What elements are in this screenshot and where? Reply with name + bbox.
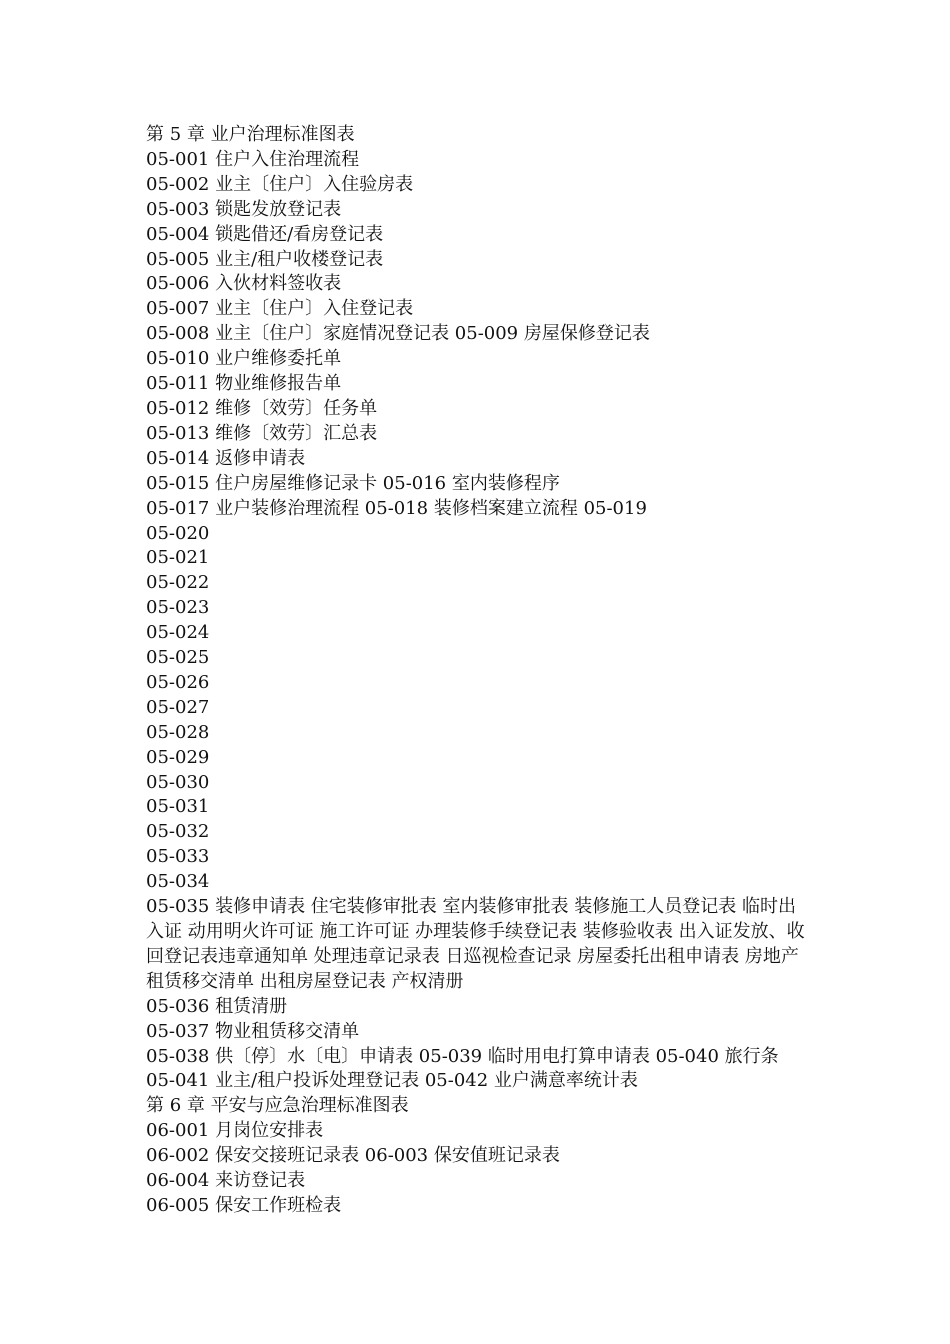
list-item: 05-004 锁匙借还/看房登记表 xyxy=(146,223,384,245)
list-item: 06-005 保安工作班检表 xyxy=(146,1194,342,1216)
list-item: 05-010 业户维修委托单 xyxy=(146,348,342,370)
list-item: 05-024 xyxy=(146,622,210,644)
list-item: 05-007 业主〔住户〕入住登记表 xyxy=(146,298,414,320)
list-item: 05-008 业主〔住户〕家庭情况登记表 05-009 房屋保修登记表 xyxy=(146,323,650,345)
list-item: 05-029 xyxy=(146,746,210,768)
list-item: 05-037 物业租赁移交清单 xyxy=(146,1020,360,1042)
list-item: 06-002 保安交接班记录表 06-003 保安值班记录表 xyxy=(146,1145,560,1167)
list-item: 05-014 返修申请表 xyxy=(146,447,306,469)
list-item: 05-034 xyxy=(146,871,210,893)
list-item: 05-025 xyxy=(146,647,210,669)
list-item: 06-004 来访登记表 xyxy=(146,1170,306,1192)
chapter-5-heading: 第 5 章 业户治理标准图表 xyxy=(146,124,355,145)
list-item: 05-013 维修〔效劳〕汇总表 xyxy=(146,422,378,444)
list-item: 05-028 xyxy=(146,721,210,743)
list-item: 05-038 供〔停〕水〔电〕申请表 05-039 临时用电打算申请表 05-040 旅行条 xyxy=(146,1045,779,1067)
list-item: 05-005 业主/租户收楼登记表 xyxy=(146,248,384,270)
chapter-6-heading: 第 6 章 平安与应急治理标准图表 xyxy=(146,1095,409,1117)
list-item: 05-003 锁匙发放登记表 xyxy=(146,198,342,220)
list-item: 05-033 xyxy=(146,846,210,868)
list-item: 06-001 月岗位安排表 xyxy=(146,1120,324,1142)
list-item: 05-032 xyxy=(146,821,210,843)
list-item: 05-027 xyxy=(146,696,210,718)
list-item: 05-001 住户入住治理流程 xyxy=(146,148,360,170)
list-item: 05-041 业主/租户投诉处理登记表 05-042 业户满意率统计表 xyxy=(146,1070,638,1092)
list-item: 05-020 xyxy=(146,522,210,544)
list-item: 05-021 xyxy=(146,547,210,569)
list-item: 05-026 xyxy=(146,671,210,693)
list-item: 05-017 业户装修治理流程 05-018 装修档案建立流程 05-019 xyxy=(146,497,647,519)
list-item: 05-002 业主〔住户〕入住验房表 xyxy=(146,173,414,195)
list-item: 05-036 租赁清册 xyxy=(146,995,288,1017)
list-item: 05-031 xyxy=(146,796,210,818)
document-body xyxy=(146,123,806,1219)
list-item: 05-015 住户房屋维修记录卡 05-016 室内装修程序 xyxy=(146,472,560,494)
list-item: 05-030 xyxy=(146,771,210,793)
list-item: 05-022 xyxy=(146,572,210,594)
list-item: 05-006 入伙材料签收表 xyxy=(146,273,342,295)
list-item: 05-011 物业维修报告单 xyxy=(146,373,342,395)
list-item: 05-023 xyxy=(146,597,210,619)
list-item-05-035-paragraph: 05-035 装修申请表 住宅装修审批表 室内装修审批表 装修施工人员登记表 临时出入证 动用明火许可证 施工许可证 办理装修手续登记表 装修验收表 出入证发放、收回登记表违章通知单 处理违章记录表 日巡视检查记录 房屋委托出租申请表 房地产租赁移交清单 出租房屋登记表 产权清册 xyxy=(146,896,805,992)
list-item: 05-012 维修〔效劳〕任务单 xyxy=(146,397,378,419)
